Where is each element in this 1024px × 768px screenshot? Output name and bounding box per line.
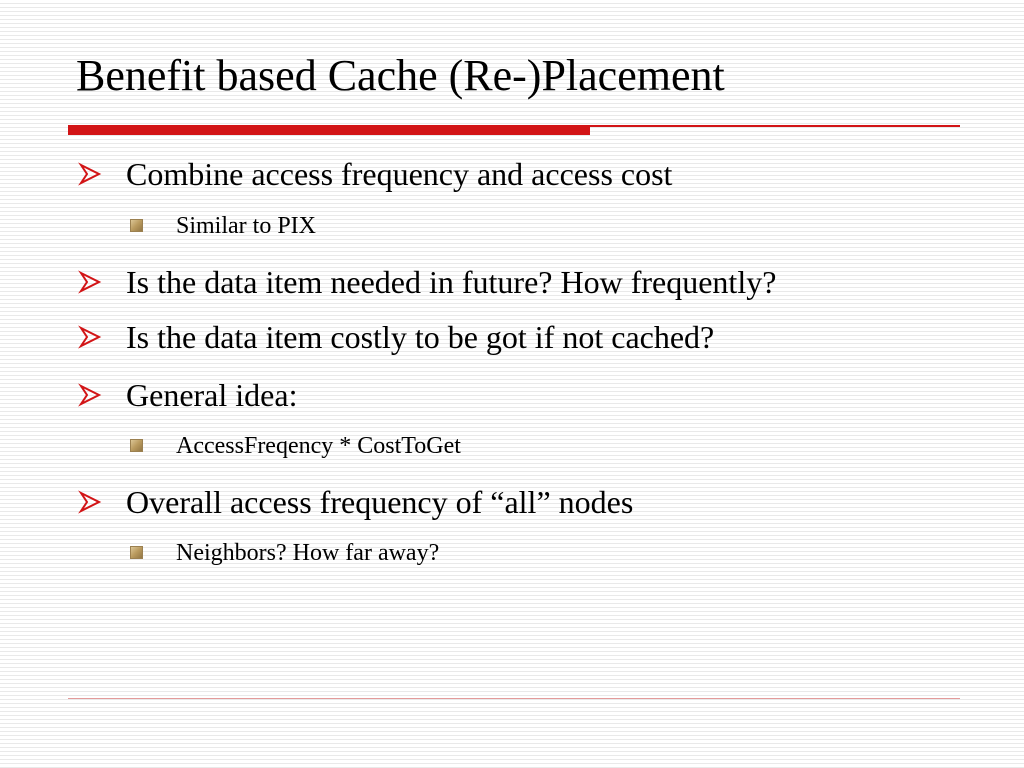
title-rule-thick	[68, 125, 590, 135]
sub-bullet-item	[130, 211, 316, 241]
arrow-bullet-icon	[78, 383, 102, 407]
arrow-bullet-icon	[78, 162, 102, 186]
arrow-bullet-icon	[78, 490, 102, 514]
slide-title: Benefit based Cache (Re-)Placement	[76, 51, 725, 100]
bullet-item	[78, 154, 672, 194]
sub-bullet-text: Similar to PIX	[176, 213, 317, 239]
square-bullet-icon	[130, 546, 143, 559]
bullet-text: Overall access frequency of “all” nodes	[126, 484, 634, 520]
title-rule-thin	[590, 125, 960, 127]
arrow-bullet-icon	[78, 325, 102, 349]
arrow-bullet-icon	[78, 270, 102, 294]
sub-bullet-item	[130, 538, 439, 568]
bullet-text: Combine access frequency and access cost	[126, 156, 673, 192]
footer-rule	[68, 698, 960, 699]
sub-bullet-text: Neighbors? How far away?	[176, 540, 440, 566]
square-bullet-icon	[130, 439, 143, 452]
sub-bullet-text: AccessFreqency * CostToGet	[176, 433, 461, 459]
square-bullet-icon	[130, 219, 143, 232]
bullet-item	[78, 317, 714, 357]
bullet-item	[78, 262, 776, 302]
sub-bullet-item	[130, 431, 461, 461]
bullet-text: General idea:	[126, 377, 298, 413]
bullet-item	[78, 375, 297, 415]
bullet-text: Is the data item needed in future? How frequently?	[126, 264, 777, 300]
bullet-item	[78, 482, 633, 522]
bullet-text: Is the data item costly to be got if not cached?	[126, 319, 715, 355]
